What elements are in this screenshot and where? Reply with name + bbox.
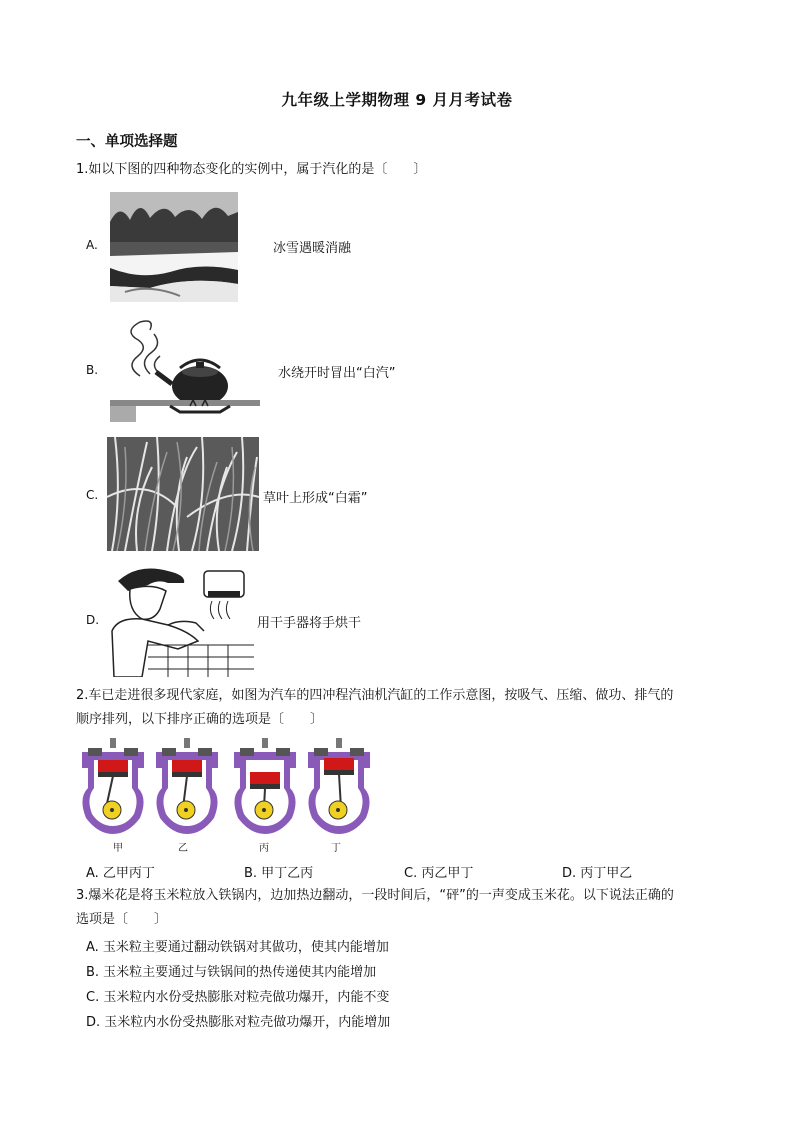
q3-choice-c: C. 玉米粒内水份受热膨胀对粒壳做功爆开，内能不变 bbox=[86, 990, 390, 1005]
engine-label-bing: 丙 bbox=[259, 843, 269, 854]
q1-option-a-text: 冰雪遇暖消融 bbox=[273, 241, 352, 256]
section-title: 一、单项选择题 bbox=[76, 134, 178, 150]
q3-stem-line2: 选项是〔 〕 bbox=[76, 912, 168, 927]
engine-strokes-diagram bbox=[78, 738, 378, 838]
q1-option-b-letter: B. bbox=[86, 363, 99, 377]
q3-stem-line1: 3.爆米花是将玉米粒放入铁锅内，边加热边翻动，一段时间后，“砰”的一声变成玉米花。以下说法正确的 bbox=[76, 888, 674, 903]
q2-choice-c: C. 丙乙甲丁 bbox=[404, 866, 474, 881]
q2-choice-a: A. 乙甲丙丁 bbox=[86, 866, 155, 881]
engine-cylinder-3 bbox=[308, 738, 370, 834]
q1-option-c-letter: C. bbox=[86, 488, 99, 502]
hand-dryer-image bbox=[108, 561, 254, 677]
q1-option-b-text: 水绕开时冒出“白汽” bbox=[278, 366, 396, 381]
engine-cylinder-1 bbox=[156, 738, 218, 834]
q3-choice-d: D. 玉米粒内水份受热膨胀对粒壳做功爆开，内能增加 bbox=[86, 1015, 391, 1030]
engine-label-jia: 甲 bbox=[113, 843, 123, 854]
frost-grass-image bbox=[107, 437, 259, 551]
q2-stem-line1: 2.车已走进很多现代家庭，如图为汽车的四冲程汽油机汽缸的工作示意图，按吸气、压缩、做功、排气的 bbox=[76, 688, 674, 703]
q3-choice-b: B. 玉米粒主要通过与铁锅间的热传递使其内能增加 bbox=[86, 965, 377, 980]
q3-choice-a: A. 玉米粒主要通过翻动铁锅对其做功，使其内能增加 bbox=[86, 940, 389, 955]
engine-label-yi: 乙 bbox=[178, 843, 188, 854]
boiling-kettle-image bbox=[110, 316, 260, 422]
q1-stem: 1.如以下图的四种物态变化的实例中，属于汽化的是〔 〕 bbox=[76, 162, 427, 177]
engine-cylinder-2 bbox=[234, 738, 296, 834]
q1-option-d-text: 用干手器将手烘干 bbox=[257, 616, 362, 631]
q1-option-a-letter: A. bbox=[86, 238, 98, 252]
page-title: 九年级上学期物理 9 月月考试卷 bbox=[281, 91, 513, 109]
q2-stem-line2: 顺序排列，以下排序正确的选项是〔 〕 bbox=[76, 712, 324, 727]
melting-snow-image bbox=[110, 192, 238, 302]
engine-cylinder-0 bbox=[82, 738, 144, 834]
engine-label-ding: 丁 bbox=[331, 843, 341, 854]
q1-option-d-letter: D. bbox=[86, 613, 100, 627]
q2-choice-b: B. 甲丁乙丙 bbox=[244, 866, 314, 881]
q1-option-c-text: 草叶上形成“白霜” bbox=[263, 491, 368, 506]
q2-choice-d: D. 丙丁甲乙 bbox=[562, 866, 633, 881]
